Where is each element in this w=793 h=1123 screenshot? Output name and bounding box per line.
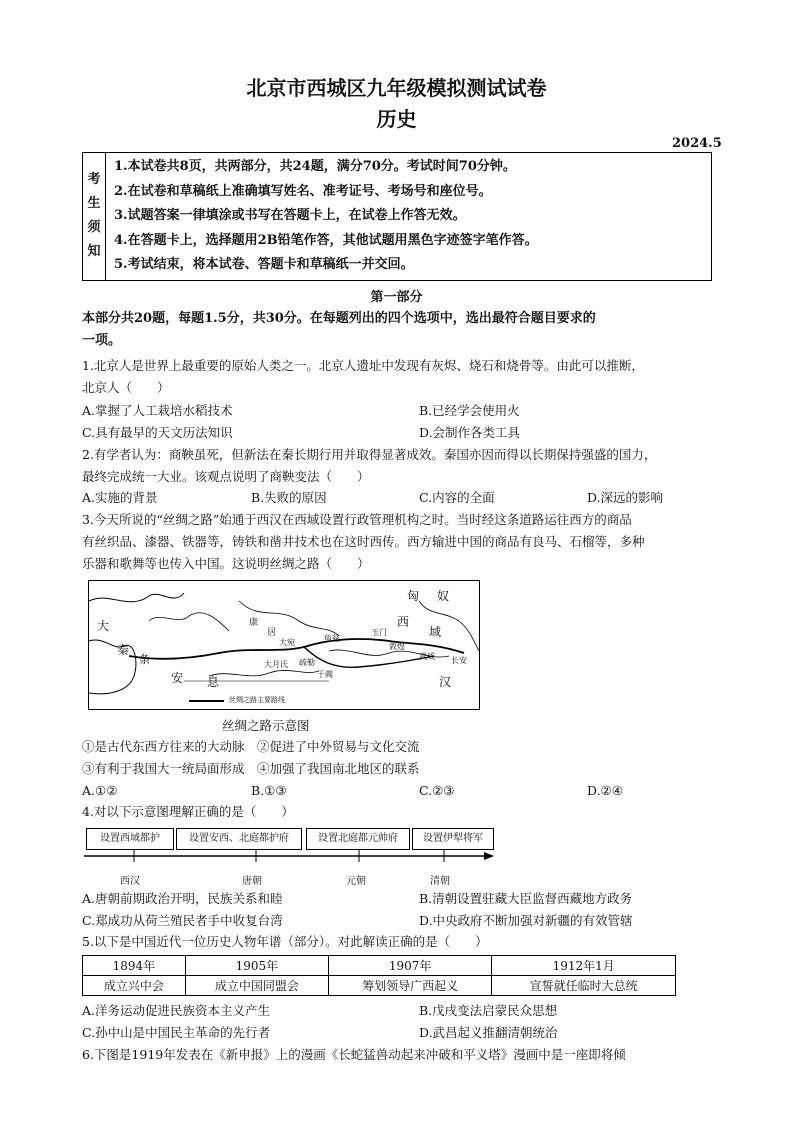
- q5-option-b: B.戊戌变法启蒙民众思想: [419, 1003, 558, 1018]
- q2-option-d: D.深远的影响: [587, 490, 664, 505]
- q5-option-a: A.洋务运动促进民族资本主义产生: [82, 1003, 271, 1018]
- notice-rule: 3.试题答案一律填涂或书写在答题卡上，在试卷上作答无效。: [114, 208, 466, 223]
- q3-option-d: D.②④: [587, 783, 623, 798]
- question-3-stem-cont2: 乐器和歌舞等也传入中国。这说明丝绸之路（ ）: [82, 556, 370, 571]
- notice-rule: 5.考试结束，将本试卷、答题卡和草稿纸一并交回。: [114, 257, 414, 272]
- map-caption: 丝绸之路示意图: [222, 718, 310, 733]
- q3-statements-2: ③有利于我国大一统局面形成 ④加强了我国南北地区的联系: [82, 761, 420, 776]
- question-1-stem-cont: 北京人（ ）: [82, 380, 170, 395]
- q3-option-c: C.②③: [419, 783, 455, 798]
- table-cell: 1912年1月: [492, 956, 676, 976]
- notice-rule: 1.本试卷共8页，共两部分，共24题，满分70分。考试时间70分钟。: [114, 159, 516, 174]
- map-label-dunhuang: 敦煌: [389, 642, 405, 651]
- question-5-stem: 5.以下是中国近代一位历史人物年谱（部分）。对此解读正确的是（ ）: [82, 934, 488, 949]
- notice-rule: 2.在试卷和草稿纸上准确填写姓名、准考证号、考场号和座位号。: [114, 183, 492, 199]
- table-row: [83, 976, 676, 996]
- map-label-changan: 长安: [451, 656, 467, 665]
- exam-date: 2024.5: [672, 136, 722, 151]
- timeline-label-xihan: 西汉: [120, 876, 140, 887]
- map-label-xiongnu-1: 匈: [407, 589, 420, 603]
- map-label-ju: 居: [267, 628, 277, 638]
- map-label-xi: 西: [397, 615, 410, 629]
- q2-option-b: B.失败的原因: [251, 490, 327, 505]
- q1-option-c: C.具有最早的天文历法知识: [82, 425, 233, 440]
- question-2-stem-cont: 最终完成统一大业。该观点说明了商鞅变法（ ）: [82, 469, 370, 484]
- table-row: [83, 956, 676, 976]
- part-instruction-cont: 一项。: [82, 333, 122, 348]
- map-label-tiao: 条: [139, 653, 150, 666]
- timeline-label-qing: 清朝: [430, 876, 450, 887]
- q5-chronology-table: [82, 955, 676, 996]
- q3-statements-1: ①是古代东西方往来的大动脉 ②促进了中外贸易与文化交流: [82, 739, 420, 754]
- q4-option-a: A.唐朝前期政治开明，民族关系和睦: [82, 891, 283, 906]
- exam-title: 北京市西城区九年级模拟测试试卷: [246, 76, 547, 100]
- timeline-box-beiting: 设置北庭都元帅府: [306, 828, 410, 850]
- map-label-anxi-2: 息: [207, 675, 220, 689]
- notice-rule: 4.在答题卡上，选择题用2B铅笔作答，其他试题用黑色字迹签字笔作答。: [114, 232, 538, 248]
- q5-option-c: C.孙中山是中国民主革命的先行者: [82, 1025, 271, 1040]
- map-label-qin: 秦: [117, 643, 130, 657]
- q1-option-b: B.已经学会使用火: [419, 403, 520, 418]
- map-label-dayuezhi: 大月氏: [264, 660, 288, 669]
- map-label-xiongnu-2: 奴: [437, 589, 450, 603]
- map-label-da: 大: [97, 619, 110, 633]
- timeline-box-xiyu: 设置西域都护: [86, 828, 174, 850]
- question-2-stem: 2.有学者认为：商鞅虽死，但新法在秦长期行用并取得显著成效。秦国亦因而得以长期保持强盛的国力，: [82, 447, 657, 462]
- q5-option-d: D.武昌起义推翻清朝统治: [419, 1025, 558, 1040]
- map-label-shule: 疏勒: [299, 658, 315, 667]
- map-label-anxi-1: 安: [171, 671, 184, 685]
- table-cell: 筹划领导广西起义: [328, 976, 491, 996]
- notice-side-label: 考 生 须 知: [83, 153, 106, 281]
- q4-timeline: [84, 828, 494, 888]
- table-cell: 成立兴中会: [83, 976, 186, 996]
- subject-title: 历史: [376, 107, 417, 131]
- timeline-box-anxi: 设置安西、北庭都护府: [176, 828, 302, 850]
- question-6-stem: 6.下图是1919年发表在《新申报》上的漫画《长蛇猛兽动起来冲破和平义塔》漫画中是一座即将倾: [82, 1047, 626, 1062]
- map-label-han: 汉: [439, 675, 452, 689]
- q4-option-b: B.清朝设置驻藏大臣监督西藏地方政务: [419, 891, 633, 906]
- timeline-label-yuan: 元朝: [346, 876, 366, 887]
- part-heading: 第一部分: [370, 290, 423, 305]
- map-label-kangju: 康: [249, 618, 259, 628]
- table-cell: 成立中国同盟会: [185, 976, 328, 996]
- map-label-yumen: 玉门: [371, 628, 387, 637]
- q1-option-a: A.掌握了人工栽培水稻技术: [82, 403, 233, 418]
- map-label-yutian: 于阗: [317, 670, 333, 679]
- q4-option-d: D.中央政府不断加强对新疆的有效管辖: [419, 913, 633, 928]
- q4-option-c: C.郑成功从荷兰殖民者手中收复台湾: [82, 913, 283, 928]
- map-label-wuwei: 武威: [419, 652, 435, 661]
- question-3-stem-cont: 有丝织品、漆器、铁器等，铸铁和凿井技术也在这时西传。西方输进中国的商品有良马、石榴等，多种: [82, 534, 645, 549]
- map-label-yu: 域: [429, 625, 442, 639]
- table-cell: 1894年: [83, 956, 186, 976]
- question-4-stem: 4.对以下示意图理解正确的是（ ）: [82, 804, 294, 819]
- question-1-stem: 1.北京人是世界上最重要的原始人类之一。北京人遗址中发现有灰烬、烧石和烧骨等。由此可以推断，: [82, 358, 644, 373]
- timeline-box-yili: 设置伊犁将军: [412, 828, 494, 850]
- part-instruction: 本部分共20题，每题1.5分，共30分。在每题列出的四个选项中，选出最符合题目要求的: [82, 311, 596, 326]
- q3-option-b: B.①③: [251, 783, 287, 798]
- q2-option-a: A.实施的背景: [82, 490, 158, 505]
- table-cell: 1907年: [328, 956, 491, 976]
- silk-road-map: [88, 580, 480, 710]
- table-cell: 宣誓就任临时大总统: [492, 976, 676, 996]
- q2-option-c: C.内容的全面: [419, 490, 495, 505]
- q1-option-d: D.会制作各类工具: [419, 425, 521, 440]
- timeline-label-tang: 唐朝: [242, 876, 262, 887]
- map-label-dawan: 大宛: [279, 638, 295, 647]
- q3-option-a: A.①②: [82, 783, 118, 798]
- map-legend-label: 丝绸之路主要路线: [229, 696, 285, 704]
- question-3-stem: 3.今天所说的“丝绸之路”始通于西汉在西域设置行政管理机构之时。当时经这条道路运往西方的商品: [82, 512, 632, 527]
- map-label-qiuci: 龟兹: [324, 634, 340, 643]
- table-cell: 1905年: [185, 956, 328, 976]
- notice-rules: [106, 153, 712, 281]
- exam-notice-table: [82, 152, 712, 281]
